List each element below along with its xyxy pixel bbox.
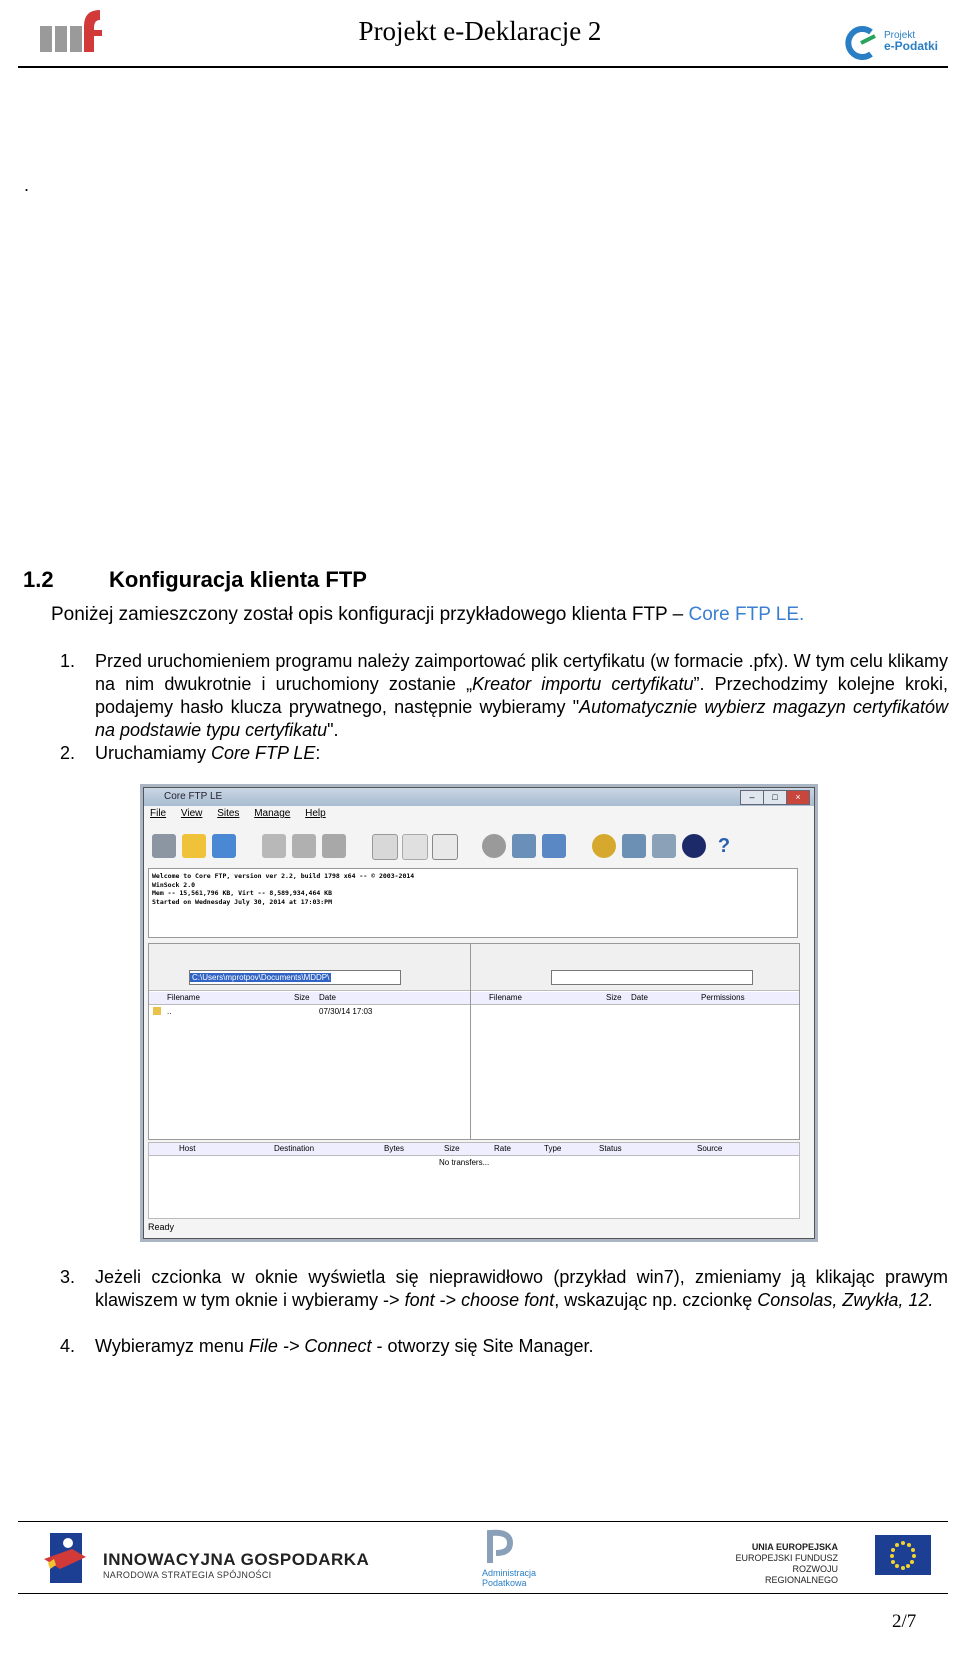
col-filename[interactable]: Filename (167, 993, 200, 1002)
window-toolbar (150, 828, 805, 866)
list-text: Wybieramyz menu File -> Connect - otworzy się Site Manager. (95, 1336, 594, 1356)
folder-icon (153, 1007, 161, 1015)
close-icon[interactable]: × (786, 790, 810, 805)
col-source[interactable]: Source (697, 1144, 723, 1153)
list-view-icon[interactable] (402, 834, 428, 860)
list-item (60, 1266, 948, 1335)
col-rate[interactable]: Rate (494, 1144, 511, 1153)
remote-pane-toolbar (471, 944, 799, 991)
section-number: 1.2 (23, 567, 54, 592)
transfer-icon[interactable] (542, 834, 566, 858)
logo-line-1: Projekt (884, 30, 916, 41)
view-icon[interactable] (372, 834, 398, 860)
ig-title: INNOWACYJNA GOSPODARKA (103, 1550, 370, 1569)
list-number: 2. (60, 743, 76, 763)
help-icon[interactable]: ? (717, 835, 731, 857)
table-row[interactable] (149, 1006, 477, 1017)
log-line: WinSock 2.0 (152, 880, 196, 889)
ap-line-1: Administracja (482, 1568, 537, 1578)
local-pane-toolbar (149, 944, 477, 991)
list-text: Jeżeli czcionka w oknie wyświetla się nieprawidłowo (przykład win7), zmieniamy ją klikając prawym klawiszem w tym oknie i wybieramy -> font -> choose font, wskazując np. czcionkę Consolas, Zwykła, 12. (95, 1267, 948, 1310)
menu-view[interactable]: View (180, 808, 203, 819)
list-item (60, 742, 948, 765)
menu-sites[interactable]: Sites (217, 808, 240, 819)
local-column-headers (149, 992, 477, 1005)
transfer-column-headers (148, 1142, 800, 1156)
window-controls (740, 790, 810, 804)
list-item (60, 1335, 948, 1358)
ap-logo-text (482, 1568, 536, 1588)
remote-path-input[interactable] (551, 970, 753, 985)
detail-view-icon[interactable] (432, 834, 458, 860)
log-line: Mem -- 15,561,796 KB, Virt -- 8,589,934,464 KB (152, 889, 333, 897)
menu-manage[interactable]: Manage (254, 808, 291, 819)
stray-dot: . (24, 175, 30, 195)
cut-icon[interactable] (262, 834, 286, 858)
col-type[interactable]: Type (544, 1144, 562, 1153)
log-line: Started on Wednesday July 30, 2014 at 17:03:PM (152, 897, 333, 906)
col-filename[interactable]: Filename (489, 993, 522, 1002)
local-pane (148, 943, 478, 1140)
status-bar-text: Ready (148, 1222, 175, 1232)
menu-file[interactable]: File (150, 808, 167, 819)
page-header-title: Projekt e-Deklaracje 2 (358, 16, 602, 46)
eu-text (720, 1542, 838, 1586)
eu-line-1: UNIA EUROPEJSKA (751, 1542, 838, 1552)
list-text: Uruchamiamy Core FTP LE: (95, 743, 321, 763)
local-path-input[interactable]: C:\Users\mprotpov\Documents\MDDP\ (189, 970, 401, 985)
core-ftp-link[interactable]: Core FTP LE. (688, 604, 805, 625)
speaker-icon[interactable] (622, 834, 646, 858)
connect-icon[interactable] (152, 834, 176, 858)
col-size[interactable]: Size (444, 1144, 460, 1153)
quick-connect-icon[interactable] (182, 834, 206, 858)
col-destination[interactable]: Destination (274, 1144, 315, 1153)
logo-line-2: e-Podatki (884, 39, 939, 53)
paste-icon[interactable] (322, 834, 346, 858)
e-podatki-logo-text (884, 30, 938, 53)
eu-flag-icon (875, 1535, 931, 1575)
col-date[interactable]: Date (319, 993, 336, 1002)
col-status[interactable]: Status (599, 1144, 622, 1153)
list-text: Przed uruchomieniem programu należy zaimportować plik certyfikatu (w formacie .pfx). W tym celu klikamy na nim dwukrotnie i uruchomiony zostanie „Kreator importu certyfikatu”. Przechodzimy kolejne kroki, podajemy hasło klucza prywatnego, następnie wybieramy "Automatycznie wybierz magazyn certyfikatów na podstawie typu certyfikatu". (95, 651, 949, 740)
site-manager-icon[interactable] (512, 834, 536, 858)
footer-rule (18, 1521, 948, 1522)
window-title: Core FTP LE (164, 791, 223, 802)
intro-paragraph (51, 604, 804, 626)
row-filename: .. (167, 1007, 172, 1016)
transfer-list (148, 1155, 800, 1219)
page-number: 2/7 (892, 1611, 917, 1632)
eu-line-3: ROZWOJU REGIONALNEGO (764, 1564, 838, 1585)
maximize-icon[interactable]: □ (763, 790, 787, 805)
minimize-icon[interactable]: – (740, 790, 764, 805)
remote-column-headers (471, 992, 799, 1005)
col-bytes[interactable]: Bytes (384, 1144, 405, 1153)
log-line: Welcome to Core FTP, version ver 2.2, build 1798 x64 -- © 2003-2014 (152, 872, 415, 880)
about-icon[interactable] (682, 834, 706, 858)
settings-icon[interactable] (482, 834, 506, 858)
eu-line-2: EUROPEJSKI FUNDUSZ (735, 1553, 838, 1563)
core-ftp-screenshot (143, 787, 815, 1239)
ig-subtitle: NARODOWA STRATEGIA SPÓJNOŚCI (103, 1570, 272, 1580)
intro-text: Poniżej zamieszczony został opis konfiguracji przykładowego klienta FTP – (51, 604, 689, 625)
ap-line-2: Podatkowa (482, 1578, 527, 1588)
innowacyjna-gospodarka-logo (42, 1529, 92, 1587)
window-titlebar (144, 788, 814, 806)
list-item (60, 650, 948, 742)
log-panel[interactable] (148, 868, 798, 938)
disconnect-icon[interactable] (212, 834, 236, 858)
col-host[interactable]: Host (179, 1144, 196, 1153)
administracja-podatkowa-logo (480, 1527, 520, 1565)
col-size[interactable]: Size (294, 993, 310, 1002)
col-date[interactable]: Date (631, 993, 648, 1002)
list-number: 4. (60, 1336, 76, 1356)
eye-icon[interactable] (592, 834, 616, 858)
window-menubar (150, 808, 338, 824)
menu-help[interactable]: Help (305, 808, 326, 819)
remote-pane (470, 943, 800, 1140)
transfer-empty-text: No transfers... (439, 1158, 490, 1167)
row-date: 07/30/14 17:03 (319, 1007, 373, 1016)
col-permissions[interactable]: Permissions (701, 993, 745, 1002)
section-title: Konfiguracja klienta FTP (109, 567, 367, 592)
copy-icon[interactable] (292, 834, 316, 858)
col-size[interactable]: Size (606, 993, 622, 1002)
list-number: 3. (60, 1267, 76, 1287)
tools-icon[interactable] (652, 834, 676, 858)
header-rule (18, 66, 948, 68)
list-number: 1. (60, 651, 76, 671)
footer-bottom-rule (18, 1593, 948, 1594)
